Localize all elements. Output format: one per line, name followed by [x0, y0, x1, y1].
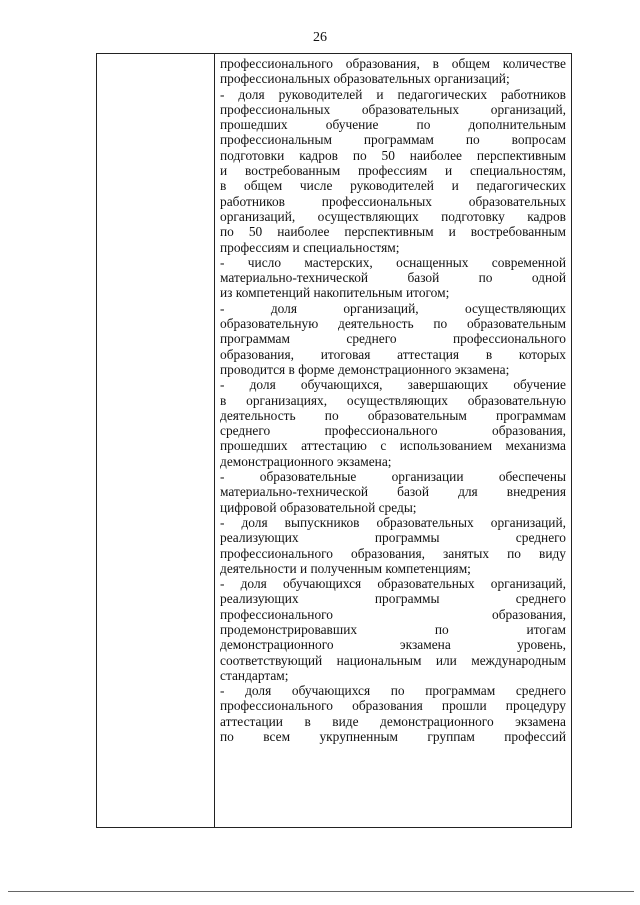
indicator-paragraph	[220, 255, 566, 301]
page-number: 26	[313, 30, 327, 45]
footer-rule	[8, 891, 634, 892]
text-line: - доля обучающихся по программам среднего	[220, 683, 566, 699]
indicator-paragraph	[220, 469, 566, 515]
text-line: продемонстрировавших по итогам	[220, 621, 566, 637]
indicator-paragraph	[220, 301, 566, 377]
indicator-paragraph	[220, 515, 566, 576]
text-line: профессионального образования, занятых по виду	[220, 545, 566, 561]
table-bottom-border	[96, 827, 572, 828]
text-line: работников профессиональных образовательных	[220, 193, 566, 209]
text-line: профессионального образования, в общем количестве	[220, 56, 566, 71]
text-line: из компетенций накопительным итогом;	[220, 285, 450, 301]
text-line: прошедших обучение по дополнительным	[220, 117, 566, 133]
text-line: материально-технической базой для внедрения	[220, 484, 566, 500]
text-line: среднего профессионального образования,	[220, 423, 566, 439]
indicator-paragraph	[220, 87, 566, 255]
text-line: стандартам;	[220, 667, 289, 683]
text-line: программам среднего профессионального	[220, 331, 566, 347]
text-line: - доля выпускников образовательных организаций,	[220, 514, 566, 530]
indicators-cell	[220, 56, 566, 744]
table-top-border	[96, 53, 572, 54]
text-line: по всем укрупненным группам профессий	[220, 729, 566, 745]
text-line: по 50 наиболее перспективным и востребованным	[220, 224, 566, 240]
text-line: профессиям и специальностям;	[220, 239, 400, 255]
text-line: реализующих программы среднего	[220, 530, 566, 546]
text-line: деятельность по образовательным программам	[220, 407, 566, 423]
text-line: профессиональных образовательных организаций;	[220, 71, 510, 87]
text-line: - число мастерских, оснащенных современной	[220, 254, 566, 270]
text-line: демонстрационного экзамена;	[220, 453, 392, 469]
indicators-table	[96, 53, 572, 828]
text-line: деятельности и полученным компетенциям;	[220, 560, 471, 576]
text-line: профессиональных образовательных организаций,	[220, 101, 566, 117]
table-column-divider	[214, 53, 215, 828]
text-line: соответствующий национальным или международным	[220, 652, 566, 668]
indicator-paragraph	[220, 683, 566, 744]
indicator-paragraph	[220, 377, 566, 469]
text-line: подготовки кадров по 50 наиболее перспективным	[220, 147, 566, 163]
text-line: - доля руководителей и педагогических работников	[220, 86, 566, 102]
text-line: в общем числе руководителей и педагогических	[220, 178, 566, 194]
table-left-border	[96, 53, 97, 828]
text-line: прошедших аттестацию с использованием механизма	[220, 438, 566, 454]
text-line: - доля обучающихся, завершающих обучение	[220, 377, 566, 393]
text-line: профессиональным программам по вопросам	[220, 132, 566, 148]
text-line: в организациях, осуществляющих образовательную	[220, 392, 566, 408]
text-line: - доля обучающихся образовательных организаций,	[220, 576, 566, 592]
text-line: организаций, осуществляющих подготовку кадров	[220, 208, 566, 224]
text-line: образования, итоговая аттестация в которых	[220, 346, 566, 362]
text-line: аттестации в виде демонстрационного экзамена	[220, 713, 566, 729]
indicator-paragraph	[220, 56, 566, 87]
text-line: материально-технической базой по одной	[220, 270, 566, 286]
text-line: образовательную деятельность по образовательным	[220, 316, 566, 332]
text-line: демонстрационного экзамена уровень,	[220, 637, 566, 653]
text-line: - образовательные организации обеспечены	[220, 469, 566, 485]
indicator-paragraph	[220, 576, 566, 683]
text-line: профессионального образования прошли процедуру	[220, 698, 566, 714]
text-line: цифровой образовательной среды;	[220, 499, 417, 515]
table-right-border	[571, 53, 572, 828]
text-line: - доля организаций, осуществляющих	[220, 300, 566, 316]
text-line: реализующих программы среднего	[220, 591, 566, 607]
text-line: проводится в форме демонстрационного экзамена;	[220, 361, 510, 377]
text-line: профессионального образования,	[220, 606, 566, 622]
text-line: и востребованным профессиям и специальностям,	[220, 163, 566, 179]
